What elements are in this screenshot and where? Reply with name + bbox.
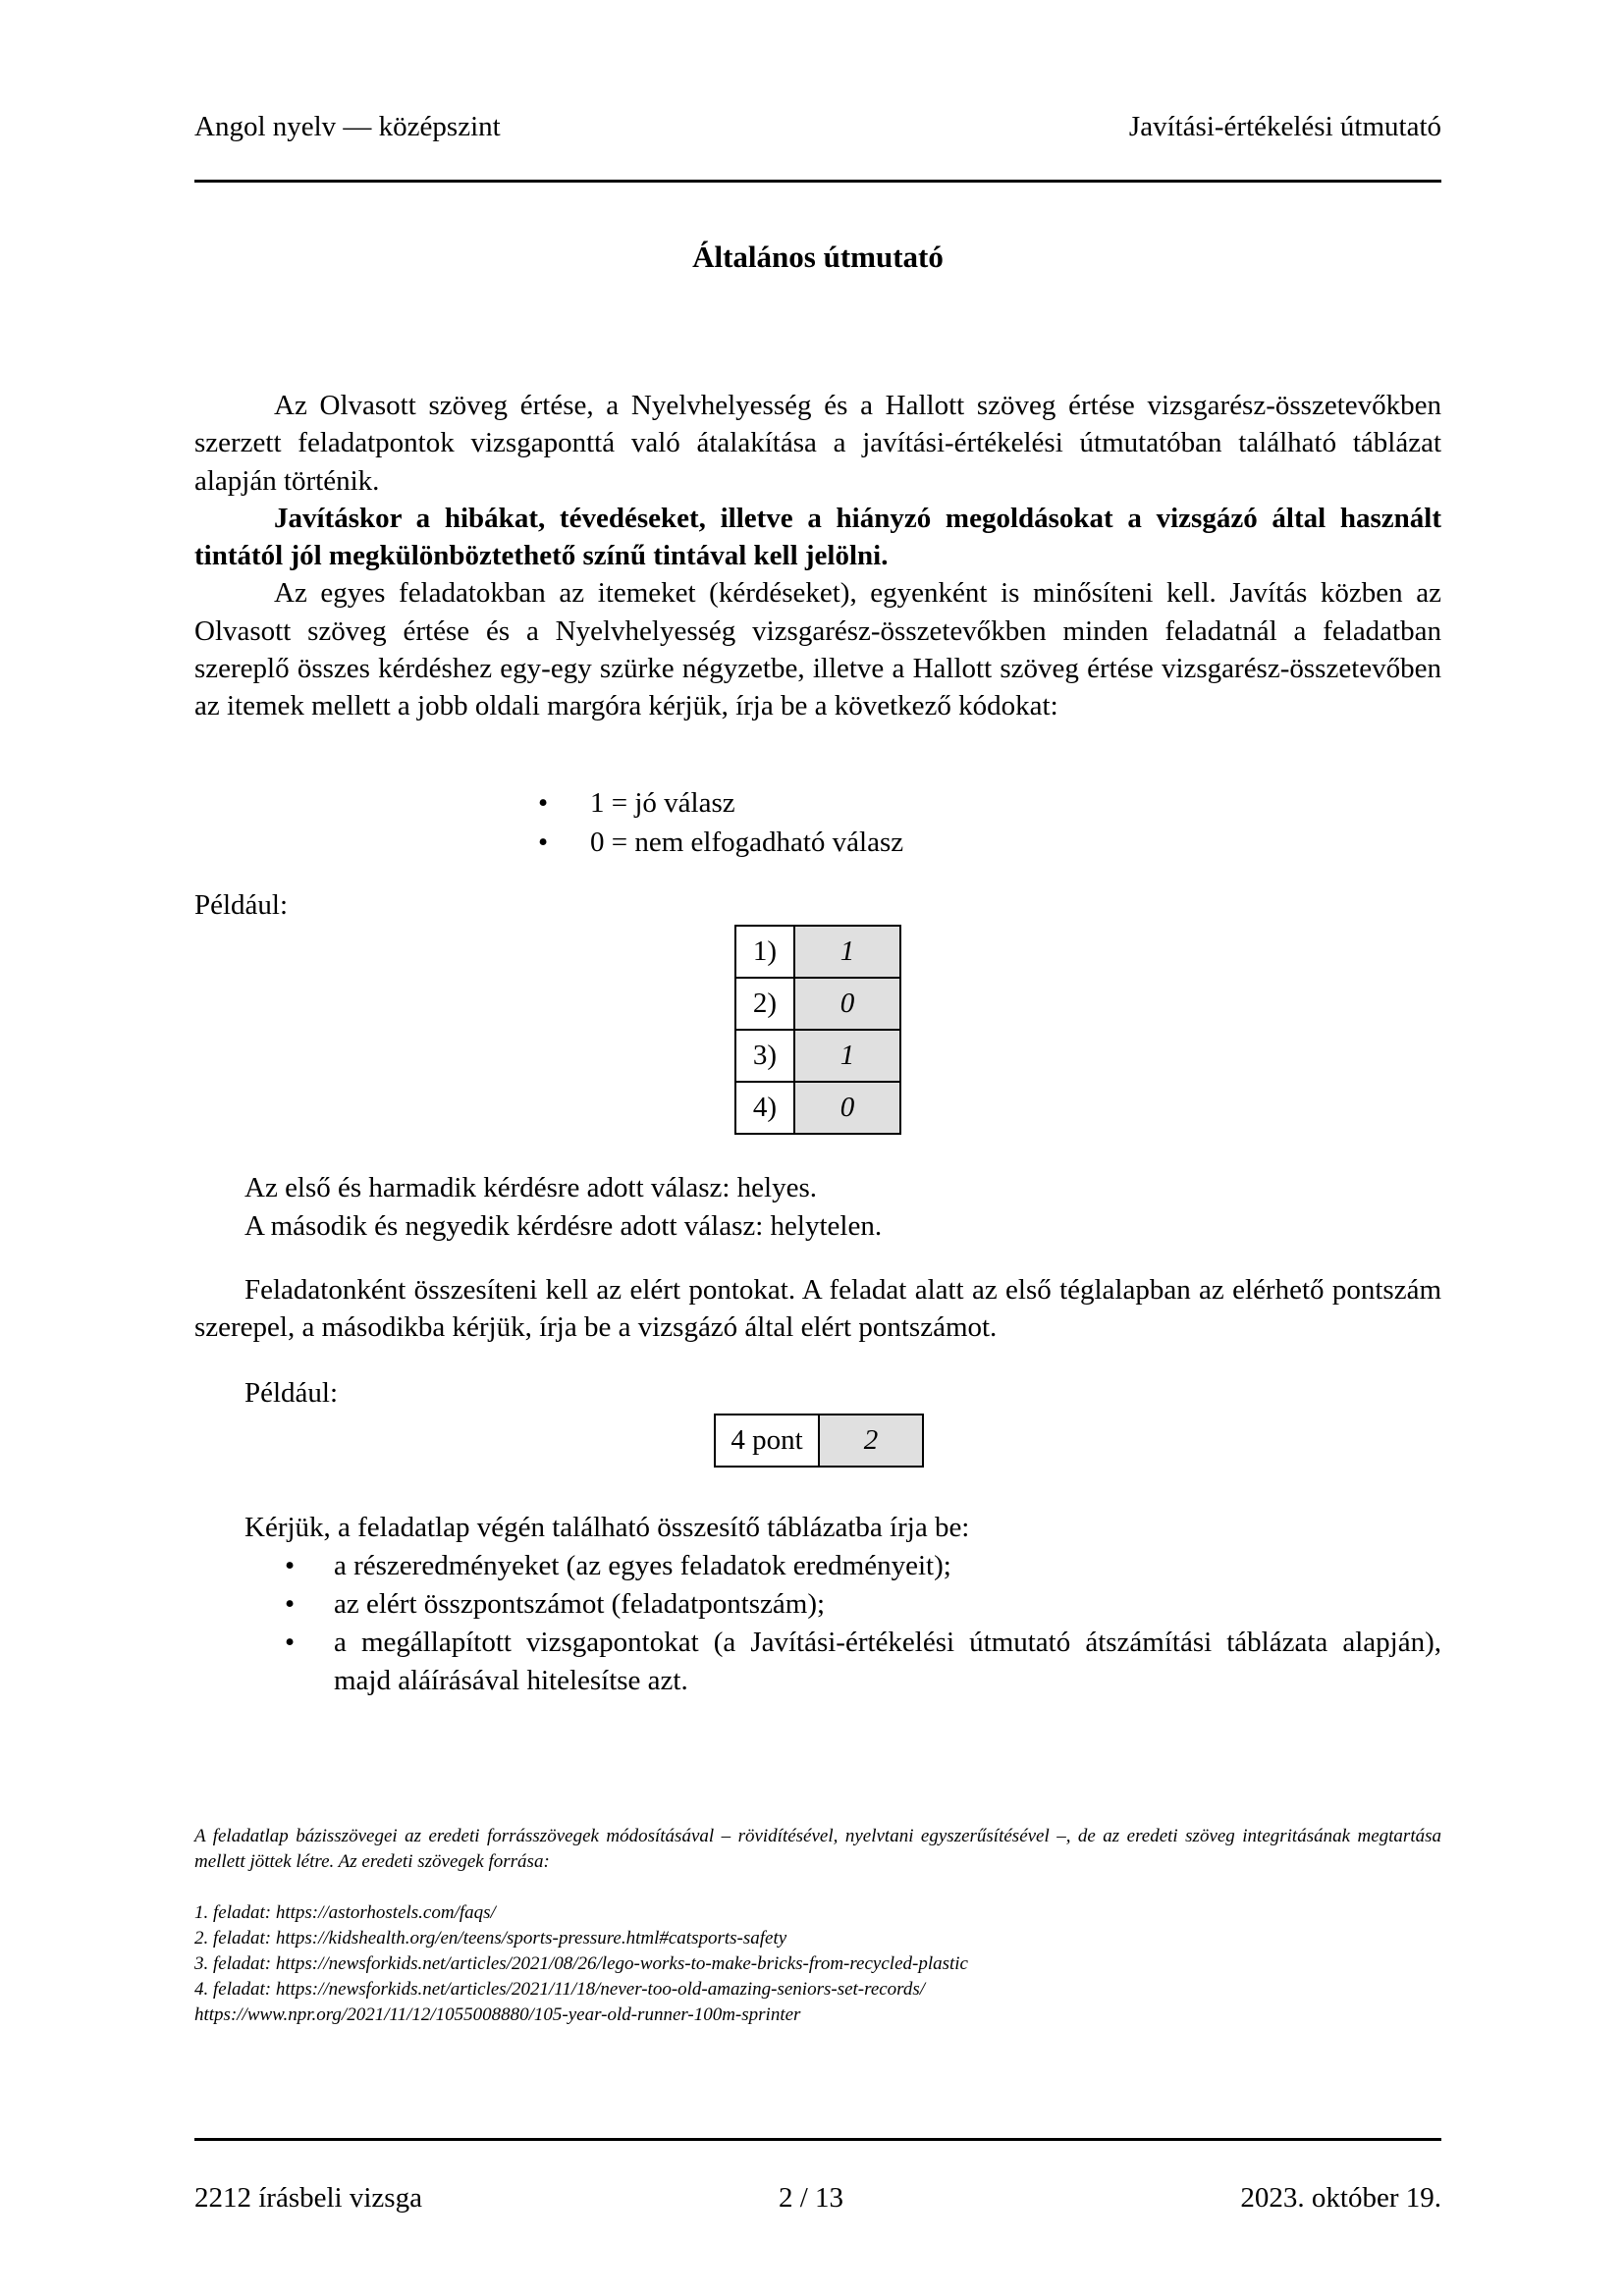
table-row — [735, 1082, 900, 1134]
code-text: 0 = nem elfogadható válasz — [590, 827, 904, 858]
footer-exam-code: 2212 írásbeli vizsga — [194, 2182, 422, 2214]
bullet-icon: • — [285, 1588, 296, 1620]
footnote-note: A feladatlap bázisszövegei az eredeti forrásszövegek módosításával – rövidítésével, nyelvtani egyszerűsítésével –, de az eredeti szöveg integritásának megtartása mellett jöttek létre. Az eredeti szövegek forrása: — [194, 1826, 1441, 1872]
table-row — [735, 978, 900, 1030]
item-number: 3) — [735, 1030, 794, 1082]
paragraph-ink-instruction: Javításkor a hibákat, tévedéseket, illetve a hiányzó megoldásokat a vizsgázó által használt tintától jól megkülönböztethető színű tintával kell jelölni. — [194, 502, 1441, 572]
example-label: Például: — [194, 889, 289, 921]
list-item — [285, 1624, 1441, 1700]
table-row — [735, 1030, 900, 1082]
header-divider — [194, 180, 1441, 183]
table-row — [735, 926, 900, 978]
table-row — [715, 1415, 923, 1467]
bullet-icon: • — [538, 787, 549, 819]
list-item — [285, 1585, 1441, 1624]
summary-list — [285, 1547, 1441, 1700]
item-number: 4) — [735, 1082, 794, 1134]
example-code-table — [734, 925, 901, 1135]
source-line: 1. feladat: https://astorhostels.com/faqs/ — [194, 1902, 496, 1923]
summary-item: a megállapított vizsgapontokat (a Javítási-értékelési útmutató átszámítási táblázata alapján), majd aláírásával hitelesítse azt. — [334, 1627, 1441, 1696]
header-subject: Angol nyelv — középszint — [194, 111, 501, 142]
scoring-section — [194, 1271, 1441, 1347]
codes-list — [538, 783, 903, 862]
item-code: 1 — [794, 926, 900, 978]
source-footnote — [194, 1824, 1441, 2028]
footer-date: 2023. október 19. — [1240, 2182, 1441, 2214]
list-item — [538, 783, 903, 823]
source-line: 2. feladat: https://kidshealth.org/en/teens/sports-pressure.html#catsports-safety — [194, 1928, 787, 1949]
list-item — [538, 823, 903, 862]
item-number: 2) — [735, 978, 794, 1030]
intro-section — [194, 387, 1441, 725]
achieved-points: 2 — [819, 1415, 923, 1467]
header-doc-type: Javítási-értékelési útmutató — [1128, 111, 1441, 142]
item-code: 1 — [794, 1030, 900, 1082]
bullet-icon: • — [538, 827, 549, 858]
bullet-icon: • — [285, 1550, 296, 1581]
page-number: 2 / 13 — [778, 2182, 844, 2214]
list-item — [285, 1547, 1441, 1585]
example2-label: Például: — [244, 1377, 339, 1409]
paragraph-task-scoring: Feladatonként összesíteni kell az elért pontokat. A feladat alatt az első téglalapban az elérhető pontszám szerepel, a másodikba kérjük, írja be a vizsgázó által elért pontszámot. — [194, 1274, 1441, 1344]
source-line: https://www.npr.org/2021/11/12/1055008880/105-year-old-runner-100m-sprinter — [194, 2004, 801, 2025]
explanation-correct: Az első és harmadik kérdésre adott válasz: helyes. — [244, 1172, 818, 1203]
summary-item: az elért összpontszámot (feladatpontszám); — [334, 1588, 826, 1620]
max-points: 4 pont — [715, 1415, 819, 1467]
footer-divider — [194, 2138, 1441, 2141]
item-code: 0 — [794, 1082, 900, 1134]
bullet-icon: • — [285, 1627, 296, 1658]
summary-intro: Kérjük, a feladatlap végén található összesítő táblázatba írja be: — [244, 1512, 970, 1543]
points-box — [714, 1414, 924, 1468]
explanation-incorrect: A második és negyedik kérdésre adott válasz: helytelen. — [244, 1210, 883, 1242]
source-line: 4. feladat: https://newsforkids.net/articles/2021/11/18/never-too-old-amazing-seniors-set-records/ — [194, 1979, 926, 2000]
page-title: Általános útmutató — [692, 240, 944, 274]
paragraph-item-scoring: Az egyes feladatokban az itemeket (kérdéseket), egyenként is minősíteni kell. Javítás közben az Olvasott szöveg értése és a Nyelvhelyesség vizsgarész-összetevőkben minden feladatnál a feladatban szereplő összes kérdéshez egy-egy szürke négyzetbe, illetve a Hallott szöveg értése vizsgarész-összetevőben az itemek mellett a jobb oldali margóra kérjük, írja be a következő kódokat: — [194, 577, 1441, 722]
paragraph-conversion: Az Olvasott szöveg értése, a Nyelvhelyesség és a Hallott szöveg értése vizsgarész-összetevőkben szerzett feladatpontok vizsgaponttá való átalakítása a javítási-értékelési útmutatóban található táblázat alapján történik. — [194, 390, 1441, 497]
code-text: 1 = jó válasz — [590, 787, 735, 819]
item-code: 0 — [794, 978, 900, 1030]
summary-item: a részeredményeket (az egyes feladatok eredményeit); — [334, 1550, 951, 1581]
item-number: 1) — [735, 926, 794, 978]
source-line: 3. feladat: https://newsforkids.net/articles/2021/08/26/lego-works-to-make-bricks-from-recycled-plastic — [194, 1953, 968, 1974]
